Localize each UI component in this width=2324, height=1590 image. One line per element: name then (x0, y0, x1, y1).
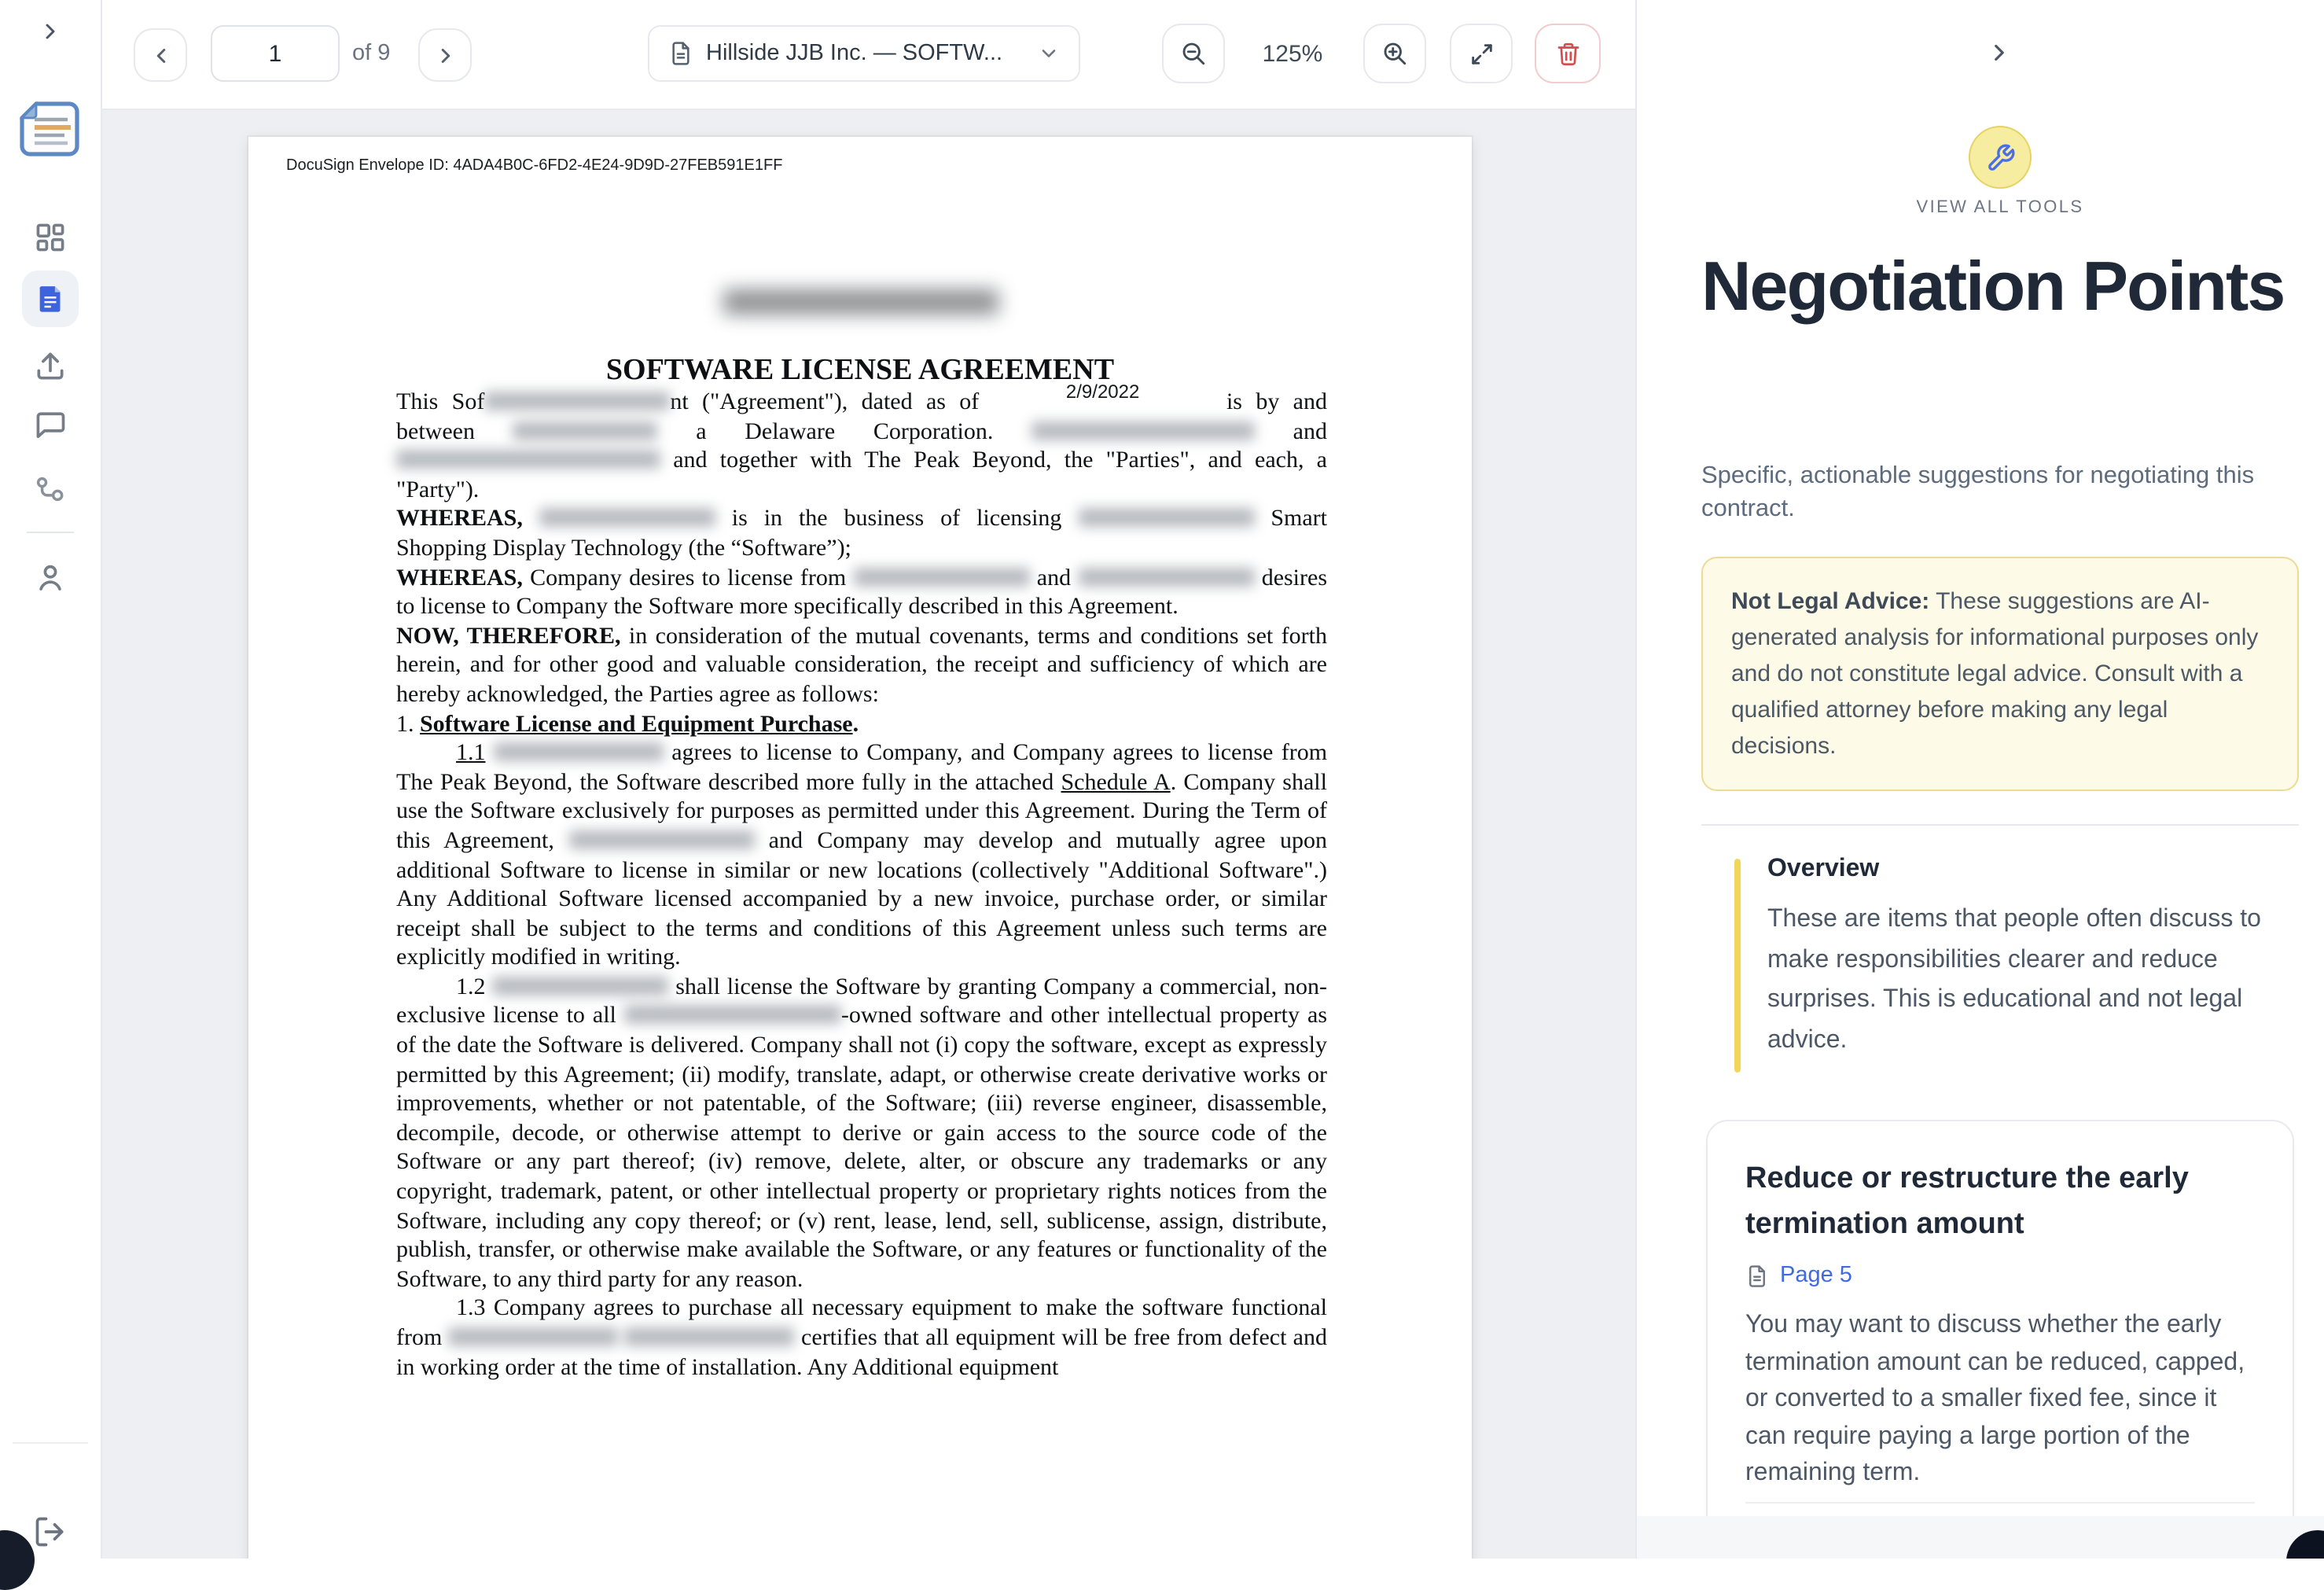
file-text-icon (668, 41, 693, 66)
document-viewer-column (101, 0, 1635, 1559)
doc-paragraph: NOW, THEREFORE, in consideration of the mutual covenants, terms and conditions set forth herein, and for other good and valuable consideration, the receipt and sufficiency of which are hereby acknowledged, the Parties agree as follows: (396, 624, 1327, 708)
trash-icon (1554, 40, 1581, 67)
user-icon (33, 560, 68, 594)
negotiation-points-panel (1635, 0, 2324, 1559)
card-title: Reduce or restructure the early termination amount (1745, 1162, 2189, 1241)
docusign-date-fill: 2/9/2022 (1065, 381, 1140, 403)
contract-title: SOFTWARE LICENSE AGREEMENT (605, 354, 1115, 387)
upload-icon (33, 349, 68, 384)
panel-subtitle: Specific, actionable suggestions for negotiating this contract. (1701, 462, 2255, 522)
overview-section (1734, 856, 2300, 1060)
redacted-text (625, 1327, 795, 1346)
sidebar-item-documents-active[interactable] (0, 271, 101, 327)
negotiation-point-card[interactable] (1706, 1120, 2294, 1552)
page-number-input[interactable] (211, 25, 340, 82)
panel-bottom-strip (1637, 1516, 2324, 1559)
document-icon (35, 283, 66, 315)
card-divider (1745, 1501, 2255, 1503)
doc-paragraph: WHEREAS, Company desires to license from and desires to license to Company the Software more specifically described in this Agreement. (396, 565, 1327, 620)
doc-paragraph: 1. Software License and Equipment Purchase. (396, 712, 859, 738)
chevron-right-icon (433, 43, 457, 67)
left-sidebar (0, 0, 102, 1559)
doc-paragraph: 1.1 agrees to license to Company, and Company agrees to license from The Peak Beyond, the Software described more fully in the attached Schedule A. Company shall use the Software exclusively for purposes as permitted under this Agreement. During the Term of this Agreement, and Company may develop and mutually agree upon additional Software to license in similar or new locations (collectively "Additional Software".) Any Additional Software licensed accompanied by a new invoice, purchase order, or similar receipt shall be subject to the terms and conditions of this Agreement unless such terms are explicitly modified in writing. (396, 741, 1328, 971)
view-all-tools-label[interactable]: VIEW ALL TOOLS (1916, 198, 2084, 217)
sidebar-bottom-divider (13, 1442, 88, 1444)
wrench-icon (1985, 142, 2015, 172)
redacted-text (1031, 421, 1255, 440)
zoom-in-icon (1381, 39, 1409, 68)
redacted-text (539, 509, 715, 528)
sidebar-divider (27, 532, 74, 533)
comment-bubble-icon (33, 407, 68, 442)
sidebar-expand-button[interactable] (0, 19, 101, 44)
doc-paragraph: This Sof nt ("Agreement"), dated as of 2/9/2022 is by and between a Delaware Corporation. and and together with The Peak Beyond, the "Parties", and each, a "Party"). (396, 388, 1327, 506)
previous-page-button[interactable] (134, 28, 187, 82)
page-link[interactable] (1745, 1263, 2255, 1288)
page-total-label: of 9 (352, 41, 391, 66)
workflow-icon (33, 473, 68, 508)
redacted-text (396, 450, 660, 469)
zoom-out-button[interactable] (1162, 24, 1225, 83)
contract-body (396, 381, 1328, 1382)
zoom-in-button[interactable] (1363, 24, 1426, 83)
sidebar-item-profile[interactable] (0, 560, 101, 594)
doc-paragraph: WHEREAS, is in the business of licensing Smart Shopping Display Technology (the “Software”); (396, 506, 1327, 561)
panel-title: Negotiation Points (1701, 248, 2285, 326)
viewer-toolbar (101, 0, 1635, 110)
sidebar-item-upload[interactable] (0, 349, 101, 384)
overview-title: Overview (1767, 856, 1880, 882)
redacted-text (449, 1327, 619, 1346)
sidebar-item-comments[interactable] (0, 407, 101, 442)
document-logo-icon (19, 96, 82, 162)
doc-paragraph: 1.2 shall license the Software by granting Company a commercial, non-exclusive license to all -owned software and other intellectual property as of the date the Software is delivered. Company shall not (i) copy the software, except as expressly permitted by this Agreement; (ii) modify, translate, adapt, or otherwise create derivative works or improvements, whether or not patentable, of the Software; (iii) reverse engineer, disassemble, decompile, decode, or otherwise attempt to derive or gain access to the source code of the Software or any part thereof; (iv) remove, delete, alter, or obscure any trademarks or any copyright, trademark, patent, or other intellectual property or proprietary rights notices from the Software, including any copy thereof; or (v) rent, lease, lend, sell, sublicense, assign, distribute, publish, transfer, or otherwise make available the Software, or any features or functionality of the Software, to any third party for any reason. (396, 974, 1327, 1293)
redacted-text (1078, 567, 1254, 586)
overview-accent-bar (1734, 859, 1741, 1073)
chevron-left-icon (149, 43, 172, 67)
redacted-text (1078, 509, 1254, 528)
disclaimer-lead: Not Legal Advice: (1731, 588, 1930, 615)
zoom-level-label: 125% (1262, 41, 1323, 68)
panel-divider (1701, 824, 2299, 826)
sidebar-item-dashboard[interactable] (0, 220, 101, 255)
pdf-viewer-canvas[interactable] (101, 110, 1635, 1559)
redacted-text (513, 421, 658, 440)
redacted-text (484, 392, 670, 410)
redacted-text (624, 1006, 841, 1025)
panel-collapse-button[interactable] (1986, 39, 2013, 66)
page-link-label[interactable]: Page 5 (1780, 1263, 1852, 1288)
next-page-button[interactable] (418, 28, 472, 82)
active-item-background (22, 271, 79, 327)
redacted-company-name (723, 289, 998, 315)
sidebar-item-workflow[interactable] (0, 473, 101, 508)
docusign-envelope-id: DocuSign Envelope ID: 4ADA4B0C-6FD2-4E24-9D9D-27FEB591E1FF (286, 157, 783, 175)
chevron-right-icon (38, 19, 63, 44)
file-text-icon (1745, 1264, 1769, 1287)
app-logo[interactable] (0, 96, 101, 162)
expand-arrows-icon (1468, 40, 1495, 67)
disclaimer-box (1701, 557, 2299, 791)
redacted-text (494, 742, 664, 761)
dashboard-grid-icon (33, 220, 68, 255)
fullscreen-button[interactable] (1450, 24, 1513, 83)
document-selector-label: Hillside JJB Inc. — SOFTW... (706, 41, 1003, 66)
document-selector-dropdown[interactable] (648, 25, 1080, 82)
pdf-page (248, 137, 1472, 1559)
redacted-text (492, 977, 668, 996)
chevron-down-icon (1038, 42, 1060, 64)
disclaimer-text: These suggestions are AI-generated analysis for informational purposes only and do not constitute legal advice. Consult with a qualified attorney before making any legal decisions. (1731, 588, 2259, 760)
redacted-text (568, 830, 754, 849)
view-all-tools-button[interactable] (1969, 126, 2032, 189)
redacted-text (854, 567, 1030, 586)
delete-document-button[interactable] (1535, 24, 1601, 83)
doc-paragraph: 1.3 Company agrees to purchase all necessary equipment to make the software functional from certifies that all equipment will be free from defect and in working order at the time of installation. Any Additional equipment (396, 1296, 1327, 1381)
card-body: You may want to discuss whether the early termination amount can be reduced, capped, or converted to a smaller fixed fee, since it can require paying a large portion of the remaining term. (1745, 1312, 2245, 1486)
logout-icon (33, 1515, 68, 1549)
overview-body: These are items that people often discuss to make responsibilities clearer and reduce surprises. This is educational and not legal advice. (1767, 906, 2261, 1053)
zoom-out-icon (1179, 39, 1208, 68)
chevron-right-icon (1986, 39, 2013, 66)
